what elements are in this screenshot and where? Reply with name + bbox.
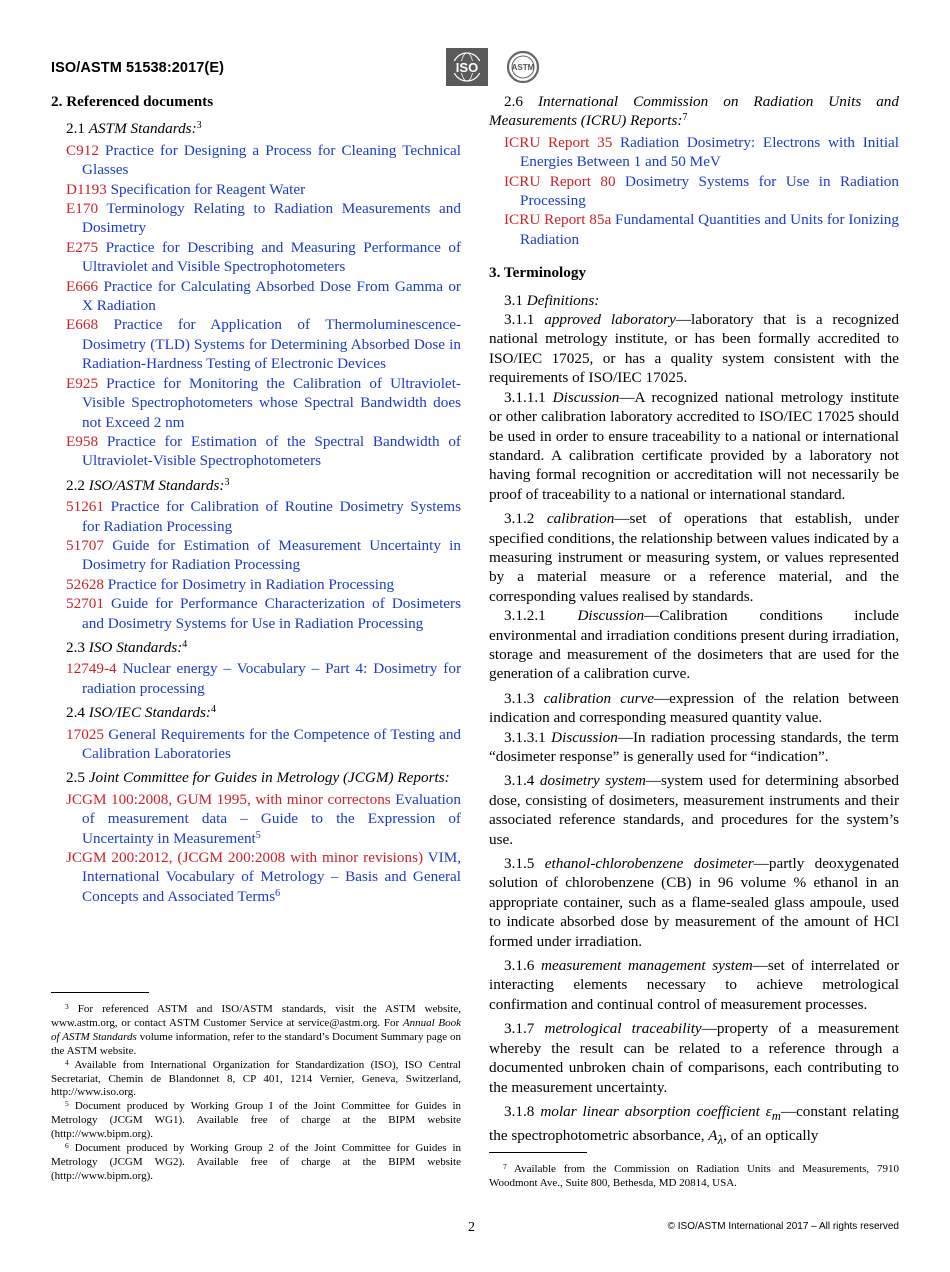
definition-term: Discussion xyxy=(551,728,618,746)
reference-code-link[interactable]: 52701 xyxy=(66,595,104,613)
right-column xyxy=(489,92,899,1155)
definition-term: Discussion xyxy=(577,607,645,625)
footnote-number: 3 xyxy=(65,1002,69,1011)
reference-title-link[interactable]: VIM, International Vocabulary of Metrology – Basis and General Concepts and Associated Terms xyxy=(82,849,461,905)
definition-text: —In radiation processing standards, the term “dosimeter response” is generally used for “indication”. xyxy=(489,728,899,765)
footnote-marker: 6 xyxy=(275,887,281,899)
reference-title-link[interactable]: Practice for Estimation of the Spectral Bandwidth of Ultraviolet-Visible Spectrophotometers xyxy=(82,432,461,470)
icru-reports-group xyxy=(489,92,899,249)
definition-number: 3.1.5 xyxy=(504,855,545,873)
definition-text: —laboratory that is a recognized national metrology institute, or has been formally accredited to ISO/IEC 17025, or has a quality system consistent with the requirements of ISO/IEC 17025. xyxy=(489,311,900,387)
reference-item xyxy=(51,848,461,906)
reference-code-link[interactable]: E925 xyxy=(66,374,99,392)
definitions-list xyxy=(489,310,899,1097)
definition-3-1-8: 3.1.8 molar linear absorption coefficient $\varepsilon_m—constant$ relating the spectrophotometric absorbance, $A_\lambda$, of an optically xyxy=(489,1102,900,1148)
reference-title-link[interactable]: General Requirements for the Competence of Testing and Calibration Laboratories xyxy=(82,725,462,762)
footnote-number: 5 xyxy=(65,1099,69,1109)
definition-number: 3.1.1.1 xyxy=(504,388,553,406)
reference-code-link[interactable]: 51261 xyxy=(66,498,104,516)
definition-number: 3.1.6 xyxy=(504,957,541,975)
astm-logo xyxy=(502,48,544,86)
jcgm-reports-group xyxy=(51,768,461,906)
reference-title-link[interactable]: Dosimetry Systems for Use in Radiation Processing xyxy=(520,172,899,210)
reference-item xyxy=(51,180,461,199)
definition-paragraph xyxy=(489,1019,899,1097)
reference-code-link[interactable]: E958 xyxy=(66,432,99,450)
reference-item xyxy=(51,594,461,633)
reference-title-link[interactable]: Practice for Application of Thermoluminescence-Dosimetry (TLD) Systems for Determining Absorbed Dose in Radiation-Hardness Testing of Electronic Devices xyxy=(82,316,462,373)
footnote-4 xyxy=(51,1059,461,1101)
subsection-2-1: 2.1 ASTM Standards:$^3$ xyxy=(66,120,202,138)
reference-title-link[interactable]: Specification for Reagent Water xyxy=(110,180,306,198)
isoastm-standards-group xyxy=(51,476,461,633)
definition-number: 3.1.3 xyxy=(504,689,544,707)
footnote-text: volume information, refer to the standard’s Document Summary page on the ASTM website. xyxy=(51,1030,461,1057)
definition-text: —system used for determining absorbed dose, consisting of dosimeters, measurement instruments and their associated reference standards, and procedures for the system’s use. xyxy=(489,772,899,848)
footnote-7: $^7$ Available from the Commission on Radiation Units and Measurements, 7910 Woodmont Ave., Suite 800, Bethesda, MD 20814, USA. xyxy=(489,1162,899,1189)
footnote-6 xyxy=(51,1142,461,1184)
definition-term: ethanol-chlorobenzene dosimeter xyxy=(544,855,754,873)
reference-code-link[interactable]: C912 xyxy=(66,141,99,159)
definition-text: —set of interrelated or interacting elements necessary to achieve metrological confirmation and continual control of measurement processes. xyxy=(489,957,900,1013)
reference-item xyxy=(51,277,461,316)
reference-item xyxy=(51,659,461,698)
definition-term: calibration curve xyxy=(543,689,654,707)
reference-title-link[interactable]: Practice for Calibration of Routine Dosimetry Systems for Radiation Processing xyxy=(82,498,461,535)
section-3-heading: 3. Terminology xyxy=(489,264,587,282)
definition-term: approved laboratory xyxy=(544,311,676,329)
reference-code-link[interactable]: 17025 xyxy=(66,725,104,743)
footnote-5 xyxy=(51,1100,461,1142)
reference-title-link[interactable]: Practice for Dosimetry in Radiation Processing xyxy=(107,575,395,593)
definition-term: measurement management system xyxy=(540,957,753,975)
definition-paragraph xyxy=(489,509,899,606)
footnote-text: Document produced by Working Group I of the Joint Committee for Guides in Metrology (JCGM WG1). Available free of charge at the BIPM website (http://www.bipm.org). xyxy=(51,1100,462,1141)
reference-code-link[interactable]: E170 xyxy=(66,200,99,218)
definition-text: —partly deoxygenated solution of chlorobenzene (CB) in 96 volume % ethanol in an appropriate container, such as a flame-sealed glass ampoule, used to indicate absorbed dose by measurement of the amount of HCl formed under irradiation. xyxy=(489,855,900,950)
reference-item xyxy=(51,315,461,373)
reference-code-link[interactable]: E668 xyxy=(66,316,99,334)
definition-number: 3.1.4 xyxy=(504,772,540,790)
jcgm-reference-list xyxy=(51,790,461,906)
reference-item xyxy=(51,536,461,575)
footnote-number: 4 xyxy=(65,1057,69,1067)
reference-item xyxy=(51,432,461,471)
reference-code-link[interactable]: 12749-4 xyxy=(66,660,117,678)
subsection-2-5: 2.5 Joint Committee for Guides in Metrology (JCGM) Reports: xyxy=(66,769,450,787)
reference-code-link[interactable]: 52628 xyxy=(66,575,104,593)
document-designation: ISO/ASTM 51538:2017(E) xyxy=(51,60,225,76)
reference-code-link[interactable]: ICRU Report 80 xyxy=(504,172,616,190)
reference-code-link[interactable]: ICRU Report 85a xyxy=(504,211,612,229)
copyright-notice: © ISO/ASTM International 2017 – All rights reserved xyxy=(667,1221,899,1232)
definition-number: 3.1.7 xyxy=(504,1020,545,1038)
isoiec-standards-group xyxy=(51,703,461,763)
footnote-3 xyxy=(51,1003,461,1059)
definition-text: —set of operations that establish, under specified conditions, the relationship between values indicated by a measuring instrument or measuring system, or values represented by a material measure or a reference material, and the corresponding values realised by standards. xyxy=(489,510,900,605)
definition-number: 3.1.2 xyxy=(504,510,547,528)
definition-paragraph xyxy=(489,310,899,388)
footnote-text: For referenced ASTM and ISO/ASTM standards, visit the ASTM website, www.astm.org, or contact ASTM Customer Service at service@astm.org. For xyxy=(51,1003,461,1029)
footnote-italic: Annual Book of ASTM Standards xyxy=(51,1016,461,1043)
icru-reference-list xyxy=(489,133,899,249)
subsection-2-2: 2.2 ISO/ASTM Standards:$^3$ xyxy=(66,476,230,494)
definition-text: —A recognized national metrology institute or other calibration laboratory accredited to ISO/IEC 17025 should be used in order to ensure traceability to a national or international standard. A calibration certificate provided by a laboratory not having formal recognition or accreditation will not necessarily be proof of traceability to a national or international standard. xyxy=(489,388,900,503)
definition-text: —Calibration conditions include environmental and irradiation conditions present during irradiation, storage and measurement of the dosimeters that are used for the generation of a calibration curve. xyxy=(489,607,899,683)
definition-text: —property of a measurement whereby the result can be related to a reference through a documented unbroken chain of comparisons, each contributing to the measurement uncertainty. xyxy=(489,1020,900,1096)
subsection-3-1: 3.1 Definitions: xyxy=(504,291,600,309)
page-number: 2 xyxy=(468,1220,475,1235)
reference-title-link[interactable]: Practice for Designing a Process for Cleaning Technical Glasses xyxy=(82,141,462,179)
reference-title-link[interactable]: Guide for Estimation of Measurement Uncertainty in Dosimetry for Radiation Processing xyxy=(82,536,461,574)
isoastm-reference-list xyxy=(51,497,461,633)
reference-code-link[interactable]: E666 xyxy=(66,277,99,295)
footnote-rule-right xyxy=(489,1152,587,1153)
reference-title-link[interactable]: Terminology Relating to Radiation Measurements and Dosimetry xyxy=(82,200,461,237)
reference-item xyxy=(51,725,461,764)
footnote-rule-left xyxy=(51,992,149,993)
footnote-number: 6 xyxy=(65,1141,69,1151)
reference-title-link[interactable]: Practice for Describing and Measuring Performance of Ultraviolet and Visible Spectrophotometers xyxy=(82,238,462,276)
astm-reference-list xyxy=(51,141,461,471)
reference-code-link[interactable]: E275 xyxy=(66,238,99,256)
footnote-marker: 5 xyxy=(255,829,261,841)
definition-paragraph xyxy=(489,771,899,849)
reference-item xyxy=(51,790,461,848)
definition-paragraph xyxy=(489,388,899,504)
reference-item xyxy=(51,199,461,238)
subsection-2-4: 2.4 ISO/IEC Standards:$^4$ xyxy=(66,704,216,722)
definition-number: 3.1.2.1 xyxy=(504,607,578,625)
reference-title-link[interactable]: Evaluation of measurement data – Guide to the Expression of Uncertainty in Measurement xyxy=(82,790,461,847)
astm-logo-text: ASTM xyxy=(511,63,535,72)
astm-standards-group xyxy=(51,119,461,470)
definition-paragraph xyxy=(489,728,899,767)
iso-logo xyxy=(446,48,488,86)
reference-code-link[interactable]: D1193 xyxy=(66,180,107,198)
reference-title-link[interactable]: Practice for Monitoring the Calibration of Ultraviolet-Visible Spectrophotometers whose Spectral Bandwidth does not Exceed 2 nm xyxy=(82,374,461,431)
reference-item xyxy=(51,141,461,180)
reference-title-link[interactable]: Nuclear energy – Vocabulary – Part 4: Dosimetry for radiation processing xyxy=(82,660,462,697)
reference-title-link[interactable]: Practice for Calculating Absorbed Dose From Gamma or X Radiation xyxy=(82,277,461,315)
iso-logo-text: ISO xyxy=(455,60,479,75)
definition-term: calibration xyxy=(546,510,615,528)
reference-title-link[interactable]: Radiation Dosimetry: Electrons with Initial Energies Between 1 and 50 MeV xyxy=(520,133,900,171)
definition-text: —expression of the relation between indication and corresponding measured quantity value. xyxy=(489,689,899,727)
definition-term: dosimetry system xyxy=(539,772,646,790)
reference-item xyxy=(51,238,461,277)
footnote-text: Document produced by Working Group 2 of the Joint Committee for Guides in Metrology (JCGM WG2). Available free of charge at the BIPM website (http://www.bipm.org). xyxy=(51,1142,461,1182)
section-2-heading: 2. Referenced documents xyxy=(51,93,214,110)
definition-paragraph xyxy=(489,854,899,951)
reference-code-link[interactable]: ICRU Report 35 xyxy=(504,133,613,151)
reference-code-link[interactable]: 51707 xyxy=(66,536,104,554)
definition-paragraph xyxy=(489,606,899,684)
reference-item xyxy=(51,497,461,536)
iso-standards-group xyxy=(51,638,461,698)
reference-item xyxy=(489,210,899,249)
subsection-2-3: 2.3 ISO Standards:$^4$ xyxy=(66,638,188,656)
footnotes-left xyxy=(51,1003,461,1184)
reference-item xyxy=(489,172,899,211)
footnote-text: Available from International Organization for Standardization (ISO), ISO Central Secretariat, Chemin de Blandonnet 8, CP 401, 1214 Vernier, Geneva, Switzerland, http://www.iso.org. xyxy=(51,1058,461,1099)
definition-paragraph xyxy=(489,689,899,728)
definition-term: metrological traceability xyxy=(544,1020,702,1038)
subsection-2-6: 2.6 International Commission on Radiation Units and Measurements (ICRU) Reports:$^7$ xyxy=(489,93,899,130)
reference-item xyxy=(489,133,899,172)
reference-item xyxy=(51,374,461,432)
reference-title-link[interactable]: Guide for Performance Characterization of Dosimeters and Dosimetry Systems for Use in Radiation Processing xyxy=(82,595,461,632)
reference-code-link[interactable]: JCGM 200:2012, (JCGM 200:2008 with minor revisions) xyxy=(66,849,424,867)
isoiec-reference-list xyxy=(51,725,461,764)
definition-term: Discussion xyxy=(552,388,620,406)
iso-reference-list xyxy=(51,659,461,698)
definition-number: 3.1.1 xyxy=(504,311,545,329)
left-column xyxy=(51,92,461,911)
reference-code-link[interactable]: JCGM 100:2008, GUM 1995, with minor correctons xyxy=(66,790,391,808)
definition-paragraph xyxy=(489,956,899,1014)
definition-number: 3.1.3.1 xyxy=(504,728,552,746)
reference-title-link[interactable]: Fundamental Quantities and Units for Ionizing Radiation xyxy=(520,211,899,248)
reference-item xyxy=(51,575,461,594)
